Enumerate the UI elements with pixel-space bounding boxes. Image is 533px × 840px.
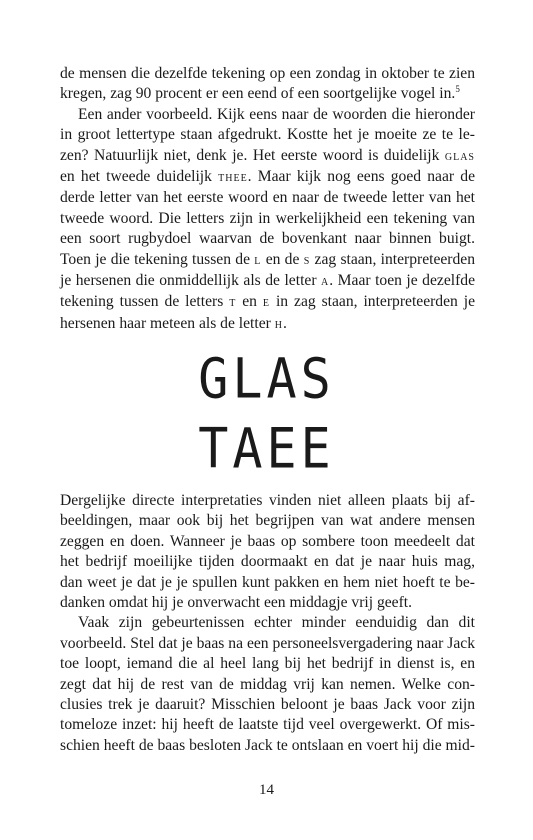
text-line-content: kregen, zag 90 procent er een eend of een soortgelijke vogel in. <box>60 85 456 103</box>
text-line: schien heeft de baas besloten Jack te ontslaan en voert hij die mid- <box>60 736 475 754</box>
text-line-content: Toen je die tekening tussen de <box>60 250 251 268</box>
text-line: Dergelijke directe interpretaties vinden niet alleen plaats bij af- <box>60 492 475 509</box>
text-line <box>60 292 475 313</box>
text-line: danken omdat hij je onverwacht een middagje vrij geeft. <box>60 594 413 612</box>
small-caps-letter: a <box>321 274 330 290</box>
text-line-content: en het tweede duidelijk <box>60 168 212 186</box>
text-line: dan weet je dat je je spullen kunt pakken en hem niet hoeft te be- <box>60 573 475 591</box>
footnote-marker: 5 <box>455 84 460 95</box>
top-text-block <box>60 64 475 335</box>
text-line-content: in zag staan, interpreteerden je <box>275 293 476 311</box>
text-line <box>60 84 475 104</box>
text-line: derde letter van het eerste woord en naar de tweede letter van het <box>60 189 475 207</box>
text-line: een soort rugbydoel waarvan de bovenkant naar binnen buigt. <box>60 230 475 248</box>
text-line: het bedrijf moeilijke tijden doormaakt en dat je naar huis mag, <box>60 553 475 571</box>
text-line <box>60 146 475 167</box>
small-caps-letter: t <box>229 295 237 311</box>
small-caps-word: thee <box>218 170 248 186</box>
text-line-content: je hersenen die onmiddellijk als de letter <box>60 272 317 290</box>
text-line-content: . Maar toen je dezelfde <box>329 272 475 290</box>
text-line: zeggen en doen. Wanneer je baas op sombere toon meedeelt dat <box>60 532 475 550</box>
illustration-words <box>0 344 533 484</box>
small-caps-word: glas <box>444 148 475 164</box>
small-caps-letter: s <box>303 252 311 268</box>
text-line <box>60 250 475 271</box>
text-line: tweede woord. Die letters zijn in werkelijkheid een tekening van <box>60 209 475 227</box>
text-line-content: tekening tussen de letters <box>60 293 224 311</box>
text-line: beeldingen, maar ook bij het begrijpen van wat andere mensen <box>60 512 475 530</box>
bottom-text-block <box>60 491 475 756</box>
text-line: clusies trek je daaruit? Misschien beloont je baas Jack voor zijn <box>60 696 475 714</box>
big-word-thee: TAEE <box>198 417 335 481</box>
text-line: voorbeeld. Stel dat je baas na een personeelsvergadering naar Jack <box>60 634 475 652</box>
text-line-content: en <box>242 293 257 311</box>
text-line-content: hersenen haar meteen als de letter <box>60 314 271 332</box>
text-line-content: en de <box>265 250 300 268</box>
big-word-glas: GLAS <box>198 347 335 411</box>
text-line <box>60 167 475 188</box>
text-line-content: zag staan, interpreteerden <box>314 250 476 268</box>
text-line: in groot lettertype staan afgedrukt. Kostte het je moeite ze te le- <box>60 126 475 144</box>
text-line: Een ander voorbeeld. Kijk eens naar de woorden die hieronder <box>78 105 475 123</box>
text-line: Vaak zijn gebeurtenissen echter minder eenduidig dan dit <box>78 614 475 632</box>
text-line: zegt dat hij de rest van de middag vrij kan nemen. Welke con- <box>60 675 475 693</box>
small-caps-letter: h <box>274 316 283 332</box>
small-caps-letter: l <box>254 252 262 268</box>
text-line: de mensen die dezelfde tekening op een zondag in oktober te zien <box>60 65 475 82</box>
text-line <box>60 314 475 335</box>
text-line <box>60 271 475 292</box>
page-number: 14 <box>259 782 274 798</box>
text-line: tomeloze inzet: hij heeft de laatste tijd veel overgewerkt. Of mis- <box>60 716 475 734</box>
text-line: toe loopt, iemand die al heel lang bij het bedrijf in dienst is, en <box>60 655 475 673</box>
text-line-content: . <box>282 314 287 332</box>
text-line-content: zen? Natuurlijk niet, denk je. Het eerste woord is duidelijk <box>60 146 440 164</box>
text-line-content: . Maar kijk nog eens goed naar de <box>247 168 475 186</box>
small-caps-letter: e <box>262 295 271 311</box>
